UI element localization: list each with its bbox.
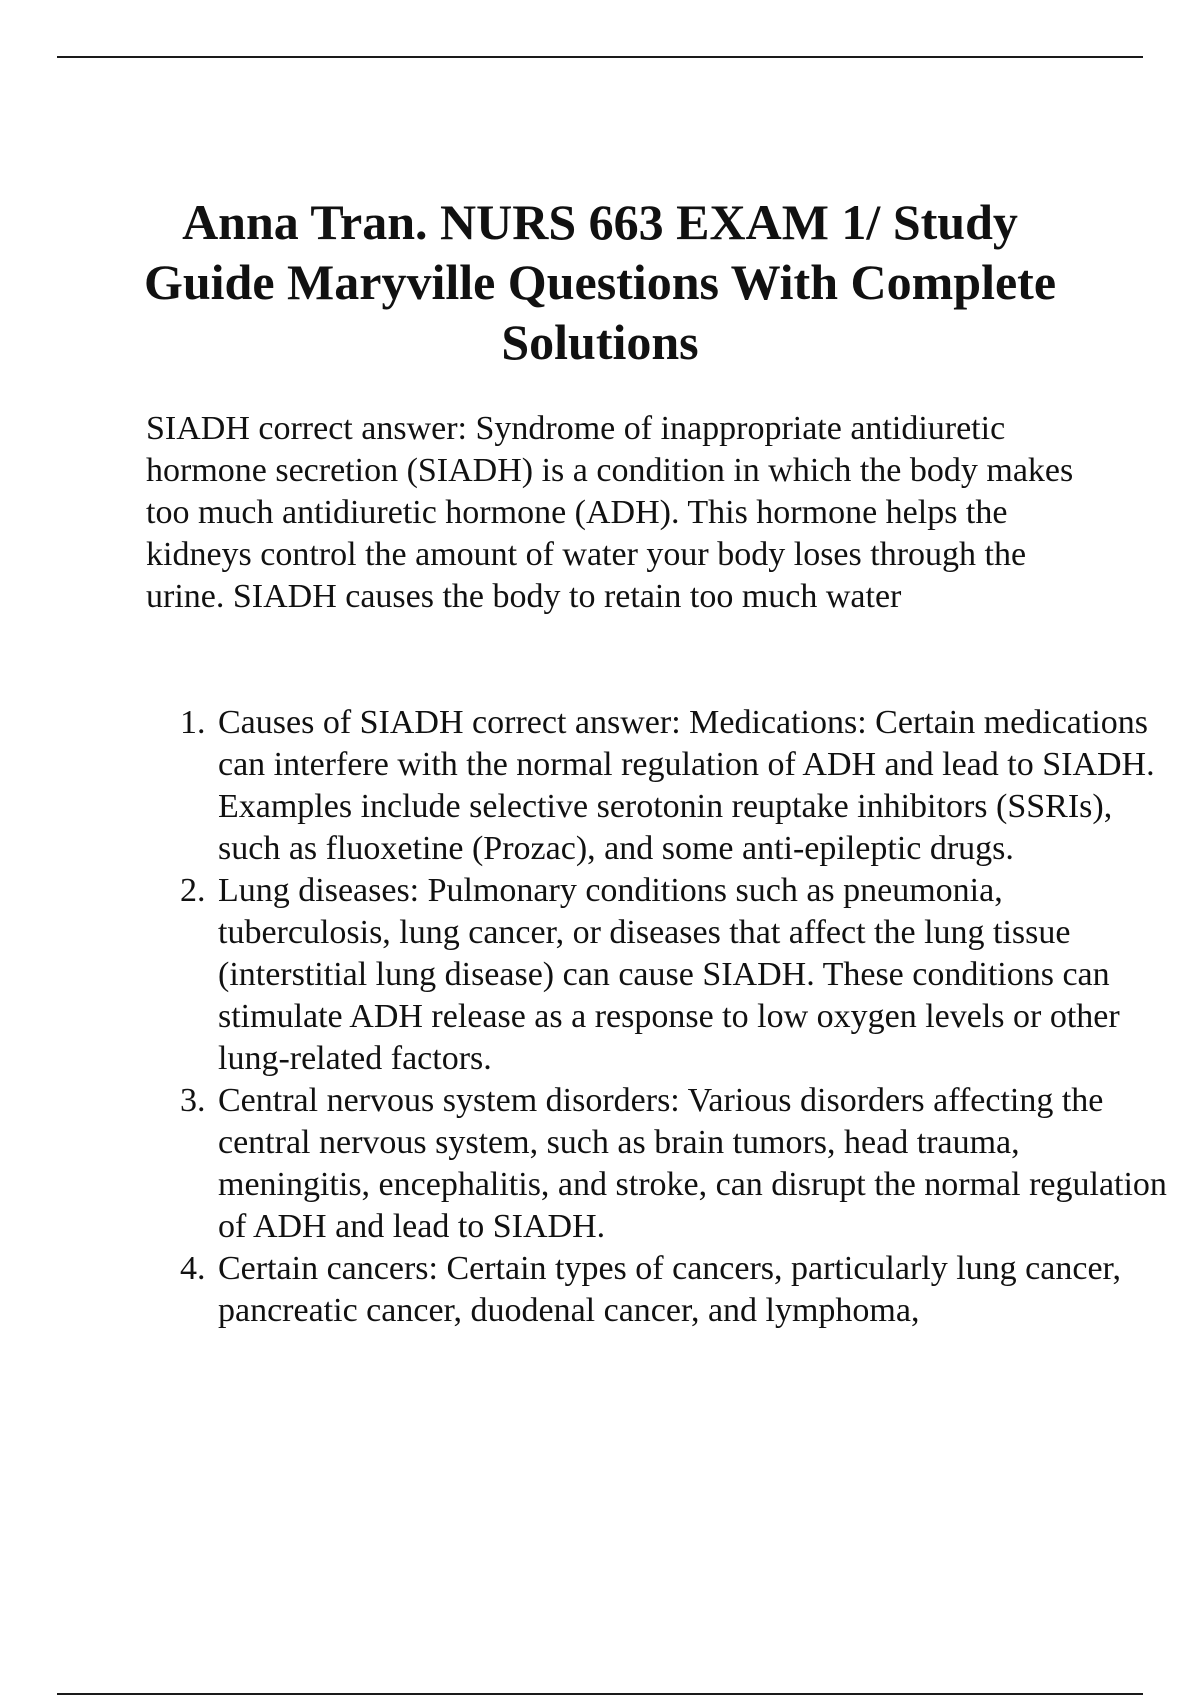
intro-paragraph: SIADH correct answer: Syndrome of inappropriate antidiuretic hormone secretion (SIADH) is a condition in which the body makes too much antidiuretic hormone (ADH). This hormone helps the kidneys control the amount of water your body loses through the urine. SIADH causes the body to retain too much water [146,410,1074,615]
list-item: Causes of SIADH correct answer: Medications: Certain medications can interfere with the normal regulation of ADH and lead to SIADH. Examples include selective serotonin reuptake inhibitors (SSRIs), such as fluoxetine (Prozac), and some anti-epileptic drugs. [218,704,1155,867]
causes-list [146,702,1168,1332]
list-item: Lung diseases: Pulmonary conditions such as pneumonia, tuberculosis, lung cancer, or diseases that affect the lung tissue (interstitial lung disease) can cause SIADH. These conditions can stimulate ADH release as a response to low oxygen levels or other lung-related factors. [218,872,1120,1077]
bottom-divider [57,1693,1143,1695]
list-item: Central nervous system disorders: Various disorders affecting the central nervous system, such as brain tumors, head trauma, meningitis, encephalitis, and stroke, can disrupt the normal regulation of ADH and lead to SIADH. [218,1082,1167,1245]
document-title: Anna Tran. NURS 663 EXAM 1/ Study Guide Maryville Questions With Complete Solutions [143,194,1057,370]
top-divider [57,56,1143,58]
list-item: Certain cancers: Certain types of cancers, particularly lung cancer, pancreatic cancer, duodenal cancer, and lymphoma, [218,1250,1121,1329]
